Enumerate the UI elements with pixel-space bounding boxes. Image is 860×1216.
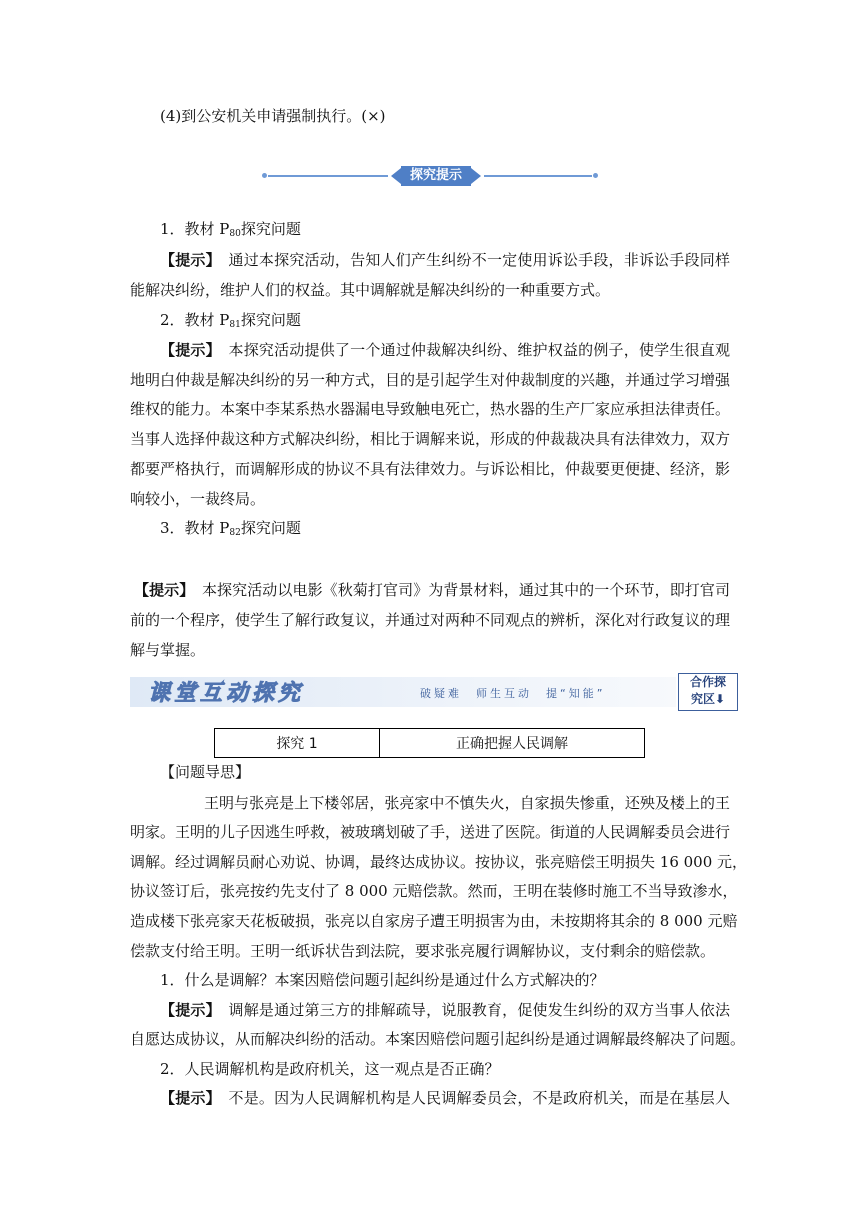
tip-label: 【提示】 [134, 581, 187, 599]
classroom-banner-subtitle: 破疑难 师生互动 提“知能” [420, 687, 606, 700]
passage-line-3: 调解。经过调解员耐心劝说、协调，最终达成协议。按协议，张亮赔偿王明损失 16 000 元， [130, 853, 748, 871]
tip-3-line-3: 解与掌握。 [130, 641, 206, 659]
tip-label: 【提示】 [160, 251, 214, 269]
hezuo-tanjiu-badge: 合作探 究区⬇ [678, 673, 738, 711]
tip-label: 【提示】 [160, 341, 214, 359]
tip-2-line-3: 维权的能力。本案中李某系热水器漏电导致触电死亡，热水器的生产厂家应承担法律责任。 [130, 400, 731, 418]
answer-4: (4)到公安机关申请强制执行。(×) [160, 107, 386, 125]
tip-1-line-1: 【提示】 通过本探究活动，告知人们产生纠纷不一定使用诉讼手段，非诉讼手段同样 [160, 251, 730, 269]
tip-2-line-5: 都要严格执行，而调解形成的协议不具有法律效力。与诉讼相比，仲裁要更便捷、经济，影 [130, 460, 731, 478]
answer-1-line-1: 【提示】 调解是通过第三方的排解疏导，说服教育，促使发生纠纷的双方当事人依法 [160, 1001, 730, 1019]
passage-line-2: 明家。王明的儿子因逃生呼救，被玻璃划破了手，送进了医院。街道的人民调解委员会进行 [130, 823, 731, 841]
classroom-banner [130, 673, 738, 713]
tip-3-line-1: 【提示】 本探究活动以电影《秋菊打官司》为背景材料，通过其中的一个环节，即打官司 [134, 581, 730, 599]
tip-label: 【提示】 [160, 1089, 214, 1107]
classroom-banner-title: 课堂互动探究 [148, 680, 305, 706]
passage-line-5: 造成楼下张亮家天花板破损，张亮以自家房子遭王明损害为由，未按期将其余的 8 000 元赔 [130, 912, 738, 930]
tip-2-line-6: 响较小，一裁终局。 [130, 490, 266, 508]
tip-2-line-4: 当事人选择仲裁这种方式解决纠纷，相比于调解来说，形成的仲裁裁决具有法律效力，双方 [130, 430, 731, 448]
passage-line-4: 协议签订后，张亮按约先支付了 8 000 元赔偿款。然而，王明在装修时施工不当导致渗水， [130, 882, 738, 900]
passage-line-6: 偿款支付给王明。王明一纸诉状告到法院，要求张亮履行调解协议，支付剩余的赔偿款。 [130, 942, 716, 960]
tanjiu-topic: 正确把握人民调解 [380, 729, 645, 758]
tip-1-line-2: 能解决纠纷，维护人们的权益。其中调解就是解决纠纷的一种重要方式。 [130, 281, 611, 299]
question-2: 2．人民调解机构是政府机关，这一观点是否正确？ [160, 1060, 500, 1078]
tishi-label: 探究提示 [401, 166, 471, 186]
tip-2-line-2: 地明白仲裁是解决纠纷的另一种方式，目的是引起学生对仲裁制度的兴趣，并通过学习增强 [130, 371, 731, 389]
tishi-banner [262, 164, 598, 188]
passage-line-1: 王明与张亮是上下楼邻居，张亮家中不慎失火，自家损失惨重，还殃及楼上的王 [204, 794, 730, 812]
tip-3-line-2: 前的一个程序，使学生了解行政复议，并通过对两种不同观点的辨析，深化对行政复议的理 [130, 611, 731, 629]
answer-1-line-2: 自愿达成协议，从而解决纠纷的活动。本案因赔偿问题引起纠纷是通过调解最终解决了问题。 [130, 1030, 746, 1048]
tip-2-line-1: 【提示】 本探究活动提供了一个通过仲裁解决纠纷、维护权益的例子，使学生很直观 [160, 341, 730, 359]
wenti-heading: 【问题导思】 [160, 763, 251, 781]
tanjiu-number: 探究 1 [215, 729, 380, 758]
tanjiu-table [214, 728, 645, 758]
tip-label: 【提示】 [160, 1001, 214, 1019]
item-3: 3．教材 $P_{82}$探究问题 [160, 519, 301, 538]
item-2: 2．教材 $P_{81}$探究问题 [160, 311, 301, 330]
answer-2-line-1: 【提示】 不是。因为人民调解机构是人民调解委员会，不是政府机关，而是在基层人 [160, 1089, 730, 1107]
item-1: 1．教材 $P_{80}$探究问题 [160, 220, 301, 239]
question-1: 1．什么是调解？本案因赔偿问题引起纠纷是通过什么方式解决的？ [160, 971, 605, 989]
